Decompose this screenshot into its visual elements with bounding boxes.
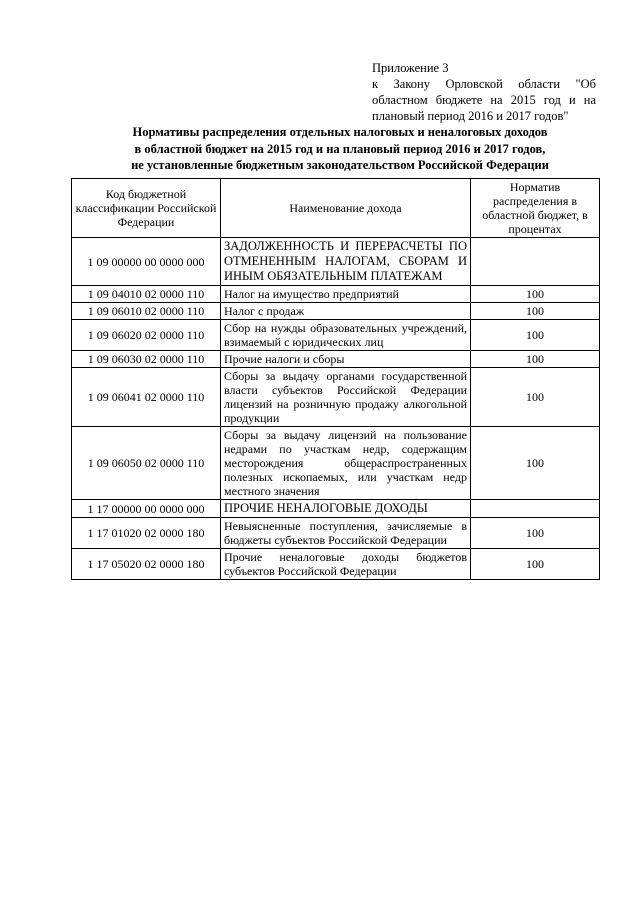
row-code: 1 17 00000 00 0000 000 <box>72 500 221 518</box>
row-code: 1 09 04010 02 0000 110 <box>72 286 221 303</box>
table-header-row <box>72 179 600 238</box>
row-norm: 100 <box>471 286 600 303</box>
table-row <box>72 303 600 320</box>
header-norm: Норматив распределения в областной бюджет, в процентах <box>471 179 600 238</box>
header-code: Код бюджетной классификации Российской Федерации <box>72 179 221 238</box>
table-row <box>72 286 600 303</box>
table-row <box>72 549 600 580</box>
row-norm <box>471 238 600 286</box>
row-norm <box>471 500 600 518</box>
row-name: Сбор на нужды образовательных учреждений, взимаемый с юридических лиц <box>221 320 471 351</box>
row-norm: 100 <box>471 549 600 580</box>
row-norm: 100 <box>471 518 600 549</box>
row-name: Сборы за выдачу лицензий на пользование недрами по участкам недр, содержащим месторождения общераспространенных полезных ископаемых, или участкам недр местного значения <box>221 427 471 500</box>
row-name: Прочие налоги и сборы <box>221 351 471 368</box>
row-code: 1 17 05020 02 0000 180 <box>72 549 221 580</box>
row-name: ПРОЧИЕ НЕНАЛОГОВЫЕ ДОХОДЫ <box>221 500 471 518</box>
row-code: 1 09 06030 02 0000 110 <box>72 351 221 368</box>
title-line-2: в областной бюджет на 2015 год и на плановый период 2016 и 2017 годов, <box>134 141 546 156</box>
table-row <box>72 351 600 368</box>
header-name: Наименование дохода <box>221 179 471 238</box>
title-line-1: Нормативы распределения отдельных налоговых и неналоговых доходов <box>132 125 548 139</box>
row-name: Прочие неналоговые доходы бюджетов субъектов Российской Федерации <box>221 549 471 580</box>
row-code: 1 09 06010 02 0000 110 <box>72 303 221 320</box>
document-title <box>70 124 610 174</box>
row-code: 1 17 01020 02 0000 180 <box>72 518 221 549</box>
appendix-note <box>372 60 596 124</box>
row-name: Налог с продаж <box>221 303 471 320</box>
row-name: Сборы за выдачу органами государственной власти субъектов Российской Федерации лицензий на розничную продажу алкогольной продукции <box>221 368 471 427</box>
table-row <box>72 518 600 549</box>
norms-table <box>71 178 600 580</box>
title-line-3: не установленные бюджетным законодательством Российской Федерации <box>131 158 549 172</box>
row-norm: 100 <box>471 368 600 427</box>
table-row <box>72 500 600 518</box>
row-name: Невыясненные поступления, зачисляемые в бюджеты субъектов Российской Федерации <box>221 518 471 549</box>
row-name: ЗАДОЛЖЕННОСТЬ И ПЕРЕРАСЧЕТЫ ПО ОТМЕНЕННЫМ НАЛОГАМ, СБОРАМ И ИНЫМ ОБЯЗАТЕЛЬНЫМ ПЛАТЕЖАМ <box>221 238 471 286</box>
row-norm: 100 <box>471 351 600 368</box>
row-code: 1 09 06041 02 0000 110 <box>72 368 221 427</box>
row-code: 1 09 06050 02 0000 110 <box>72 427 221 500</box>
table-row <box>72 427 600 500</box>
row-name: Налог на имущество предприятий <box>221 286 471 303</box>
table-row <box>72 320 600 351</box>
table-row <box>72 368 600 427</box>
row-norm: 100 <box>471 320 600 351</box>
row-norm: 100 <box>471 303 600 320</box>
appendix-law-reference: к Закону Орловской области "Об областном бюджете на 2015 год и на плановый период 2016 и 2017 годов" <box>372 77 596 123</box>
table-row <box>72 238 600 286</box>
row-code: 1 09 06020 02 0000 110 <box>72 320 221 351</box>
appendix-number: Приложение 3 <box>372 61 449 75</box>
row-norm: 100 <box>471 427 600 500</box>
row-code: 1 09 00000 00 0000 000 <box>72 238 221 286</box>
